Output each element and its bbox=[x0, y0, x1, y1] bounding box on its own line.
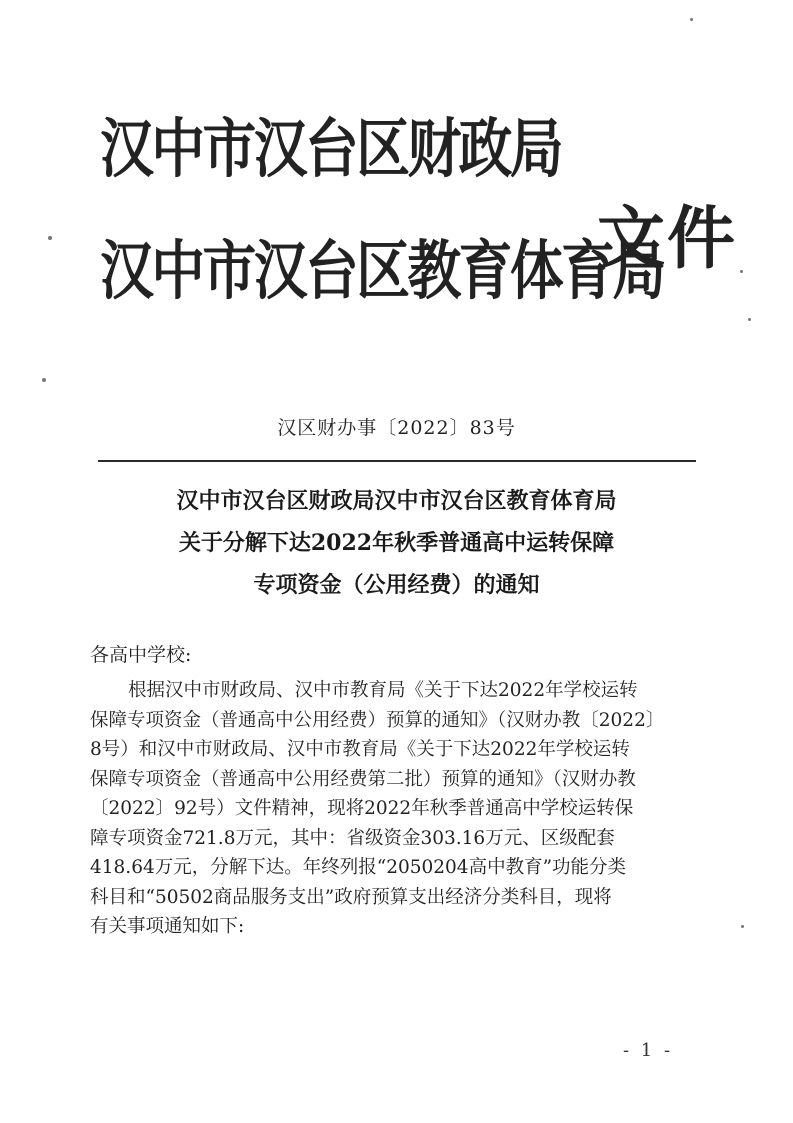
body-line: 根据汉中市财政局、汉中市教育局《关于下达2022年学校运转 bbox=[128, 680, 638, 701]
scan-speck bbox=[740, 270, 743, 273]
body-paragraph bbox=[90, 676, 698, 942]
scan-speck bbox=[42, 378, 46, 382]
title-line: 汉中市汉台区财政局汉中市汉台区教育体育局 bbox=[176, 488, 617, 514]
header-divider bbox=[98, 460, 696, 462]
scan-speck bbox=[741, 925, 744, 928]
salutation: 各高中学校: bbox=[90, 644, 192, 666]
body-line: 418.64万元，分解下达。年终列报“2050204高中教育”功能分类 bbox=[90, 857, 627, 878]
body-line: 障专项资金721.8万元，其中：省级资金303.16万元、区级配套 bbox=[90, 827, 615, 849]
page-number: - 1 - bbox=[623, 1040, 674, 1061]
body-line: 〔2022〕92号）文件精神，现将2022年秋季普通高中学校运转保 bbox=[90, 798, 634, 819]
body-line: 科目和“50502商品服务支出”政府预算支出经济分类科目，现将 bbox=[90, 886, 612, 908]
scan-speck bbox=[48, 236, 52, 240]
body-line: 有关事项通知如下: bbox=[90, 916, 245, 937]
issuer-education-sports-bureau: 汉中市汉台区教育体育局 bbox=[100, 235, 664, 309]
issuer-finance-bureau: 汉中市汉台区财政局 bbox=[100, 113, 562, 187]
title-line: 关于分解下达2022年秋季普通高中运转保障 bbox=[178, 530, 615, 556]
scan-speck bbox=[690, 18, 693, 21]
notice-title bbox=[0, 480, 793, 606]
document-number: 汉区财办事〔2022〕83号 bbox=[277, 417, 516, 439]
body-line: 保障专项资金（普通高中公用经费）预算的通知》（汉财办教〔2022〕 bbox=[90, 709, 665, 731]
body-line: 保障专项资金（普通高中公用经费第二批）预算的通知》（汉财办教 bbox=[90, 768, 636, 790]
body-line: 8号）和汉中市财政局、汉中市教育局《关于下达2022年学校运转 bbox=[90, 739, 630, 760]
scan-speck bbox=[748, 318, 751, 321]
document-kind-label: 文件 bbox=[597, 200, 738, 279]
title-line: 专项资金（公用经费）的通知 bbox=[253, 572, 540, 598]
